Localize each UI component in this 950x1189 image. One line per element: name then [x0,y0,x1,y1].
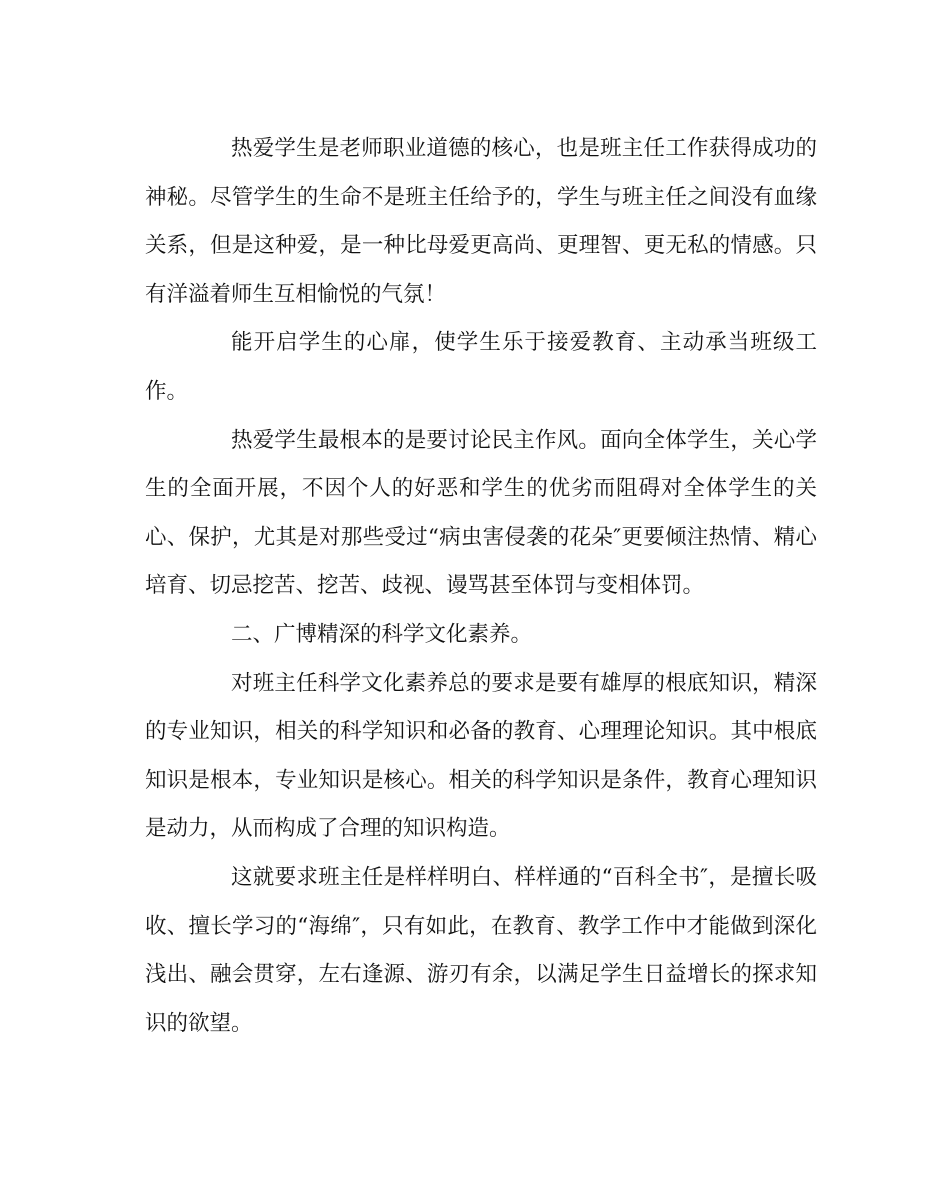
paragraph-democratic-style: 热爱学生最根本的是要讨论民主作风。面向全体学生，关心学生的全面开展，不因个人的好恶和学生的优劣而阻碍对全体学生的关心、保护，尤其是对那些受过“病虫害侵袭的花朵″更要倾注热情、精心培育、切忌挖苦、挖苦、歧视、谩骂甚至体罚与变相体罚。 [145,427,817,599]
paragraph-knowledge-requirements: 对班主任科学文化素养总的要求是要有雄厚的根底知识，精深的专业知识，相关的科学知识和必备的教育、心理理论知识。其中根底知识是根本，专业知识是核心。相关的科学知识是条件，教育心理知识是动力，从而构成了合理的知识构造。 [145,670,817,842]
paragraph-encyclopedia: 这就要求班主任是样样明白、样样通的“百科全书″，是擅长吸收、擅长学习的“海绵″，只有如此，在教育、教学工作中才能做到深化浅出、融会贯穿，左右逢源、游刃有余，以满足学生日益增长的探求知识的欲望。 [145,864,817,1036]
paragraph-open-hearts: 能开启学生的心扉，使学生乐于接爱教育、主动承当班级工作。 [145,330,817,404]
section-heading-cultural-literacy: 二、广博精深的科学文化素养。 [231,621,533,647]
document-body [145,125,817,1048]
paragraph-love-students: 热爱学生是老师职业道德的核心，也是班主任工作获得成功的神秘。尽管学生的生命不是班主任给予的，学生与班主任之间没有血缘关系，但是这种爱，是一种比母爱更高尚、更理智、更无私的情感。只有洋溢着师生互相愉悦的气氛！ [145,136,817,307]
